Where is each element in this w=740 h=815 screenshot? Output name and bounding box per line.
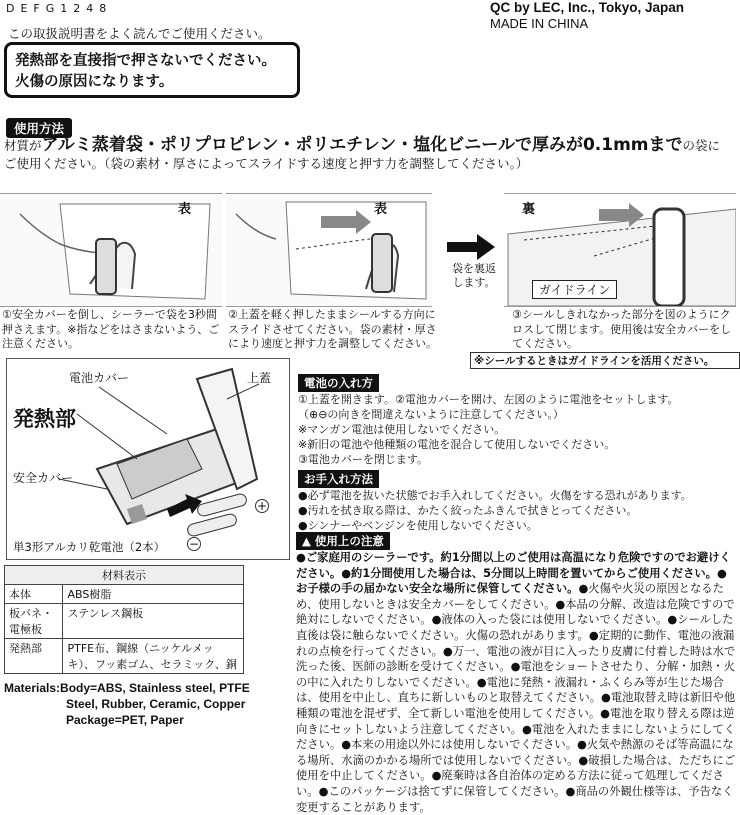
battery-cover-label: 電池カバー [69,371,130,385]
part-cell: 発熱部 [5,639,63,674]
materials-english-2: Steel, Rubber, Ceramic, Copper [66,697,246,711]
intro-line-2: ご使用ください。（袋の素材・厚さによってスライドする速度と押す力を調整してください。） [4,156,529,171]
part-cell: 本体 [5,585,63,604]
material-cell: ABS樹脂 [63,585,244,604]
battery-line: ※マンガン電池は使用しないでください。 [298,423,506,436]
table-row [5,604,244,639]
warning-line-1: 発熱部を直接指で押さないでください。 [15,53,276,69]
care-line: ●必ず電池を抜いた状態でお手入れしてください。火傷をする恐れがあります。 [298,489,692,502]
arrow-right-icon [447,234,497,260]
caution-bold-text: ●ご家庭用のシーラーです。約1分間以上のご使用は高温になり危険ですのでお避けください。●約1分間使用した場合は、5分間以上時間を置いてからご使用ください。●お子様の手の届かない安全な場所に保管してください。 [296,551,731,596]
table-row [5,639,244,674]
part-cell: 板バネ・電極板 [5,604,63,639]
back-label: 裏 [522,202,536,217]
plus-icon: + [256,499,268,513]
materials-english [4,680,290,728]
step1-text: ①安全カバーを倒し、シーラーで袋を3秒間押さえます。※指などをはさまないよう、ご注意ください。 [2,308,220,350]
step3-illustration [504,193,736,307]
manufacturer-info [490,0,720,32]
battery-line: ③電池カバーを閉じます。 [298,453,428,466]
care-section [298,468,738,533]
step2-illustration [226,193,432,307]
origin-line: MADE IN CHINA [490,16,589,31]
slide-illustration [226,194,432,306]
materials-table [4,565,244,674]
battery-type-label: 単3形アルカリ乾電池（2本） [13,540,166,554]
safety-cover-label: 安全カバー [13,471,74,485]
table-row [5,585,244,604]
heat-warning-box [4,42,300,98]
usage-intro [4,136,734,173]
battery-section [298,372,738,467]
maker-line: QC by LEC, Inc., Tokyo, Japan [490,0,685,15]
battery-line: ①上蓋を開きます。②電池カバーを開け、左図のように電池をセットします。 [298,393,679,406]
care-line: ●シンナーやベンジンを使用しないでください。 [298,519,538,532]
read-manual-notice: この取扱説明書をよく読んでご使用ください。 [8,26,271,41]
caution-normal-text: ●火傷や火災の原因となるため、使用しないときは安全カバーをしてください。●本品の分解、改造は危険ですので絶対にしないでください。●液体の入った袋には使用しないでください。●シールした直後は袋に触らないでください。火傷の恐れがあります。●定期的に動作、電池の液漏れの点検を行ってください。●万一、電池の液が目に入ったり皮膚に付着した時は水で洗った後、医師の診断を受けてください。●電池をショートさせたり、分解・加熱・火の中に入れたりしないでください。●電池に発熱・液漏れ・ふくらみ等が生じた場合は、使用を中止し、直ちに新しいものと取替えてください。●電池取替え時は新旧や他種類の電池を混ぜず、全て新しい電池を使用してください。●電池を取り替える際は逆向きにセットしないよう注意してください。●電池を入れたままにしないようにしてください。●本来の用途以外には使用しないでください。●火気や熱源のそば等高温になる場所、水滴のかかる場所では使用しないでください。●破損した場合は、ただちにご使用を中止してください。●廃棄時は各自治体の定める方法に従って処理してください。●このパッケージは捨てずに保管してください。●商品の外観仕様等は、予告なく変更することがあります。 [296,582,736,814]
step2-text: ②上蓋を軽く押したままシールする方向にスライドさせてください。袋の素材・厚さにより速度と押す力を調整してください。 [228,308,437,350]
intro-materials: アルミ蒸着袋・ポリプロピレン・ポリエチレン・塩化ビニールで厚みが0.1mmまで [41,135,683,155]
guideline-note: ※シールするときはガイドラインを活用ください。 [470,352,740,369]
caution-section [296,530,736,815]
care-line: ●汚れを拭き取る際は、かたく絞ったふきんで拭きとってください。 [298,504,638,517]
top-lid-label: 上蓋 [247,371,272,385]
material-cell: ステンレス鋼板 [63,604,244,639]
flip-bag-label: 袋を裏返します。 [452,262,496,289]
warning-line-2: 火傷の原因になります。 [15,74,174,90]
caution-text [296,550,736,815]
materials-title: 材料表示 [5,566,244,585]
battery-heading: 電池の入れ方 [298,374,379,392]
caution-heading [296,532,390,550]
care-heading: お手入れ方法 [298,470,379,488]
intro-suffix: の袋に [682,138,721,153]
intro-prefix: 材質が [4,138,42,153]
product-code: DEFG1248 [6,2,113,15]
front-label-1: 表 [178,202,192,217]
materials-english-3: Package=PET, Paper [66,713,184,727]
guideline-label: ガイドライン [532,280,617,299]
battery-line: （⊕⊖の向きを間違えないように注意してください。） [298,408,564,421]
front-label-2: 表 [374,202,388,217]
caution-label: 使用上の注意 [314,534,384,548]
care-instructions [298,488,738,533]
battery-line: ※新旧の電池や他種類の電池を混合して使用しないでください。 [298,438,616,451]
materials-english-1: Materials:Body=ABS, Stainless steel, PTFE [4,681,250,695]
usage-label: 使用方法 [6,118,72,138]
material-cell: PTFE布、鋼線（ニッケルメッキ）、フッ素ゴム、セラミック、銅 [63,639,244,674]
step3-text: ③シールしきれなかった部分を図のようにクロスして閉じます。使用後は安全カバーをしてください。 [512,308,732,350]
battery-instructions [298,392,738,467]
step1-illustration [0,193,222,307]
minus-icon: − [188,537,200,551]
materials-section [4,565,290,728]
sealer-device-illustration [7,359,289,559]
heating-part-label: 発熱部 [13,407,76,431]
sealer-diagram [6,358,290,560]
warning-triangle-icon: ▲ [302,534,311,548]
